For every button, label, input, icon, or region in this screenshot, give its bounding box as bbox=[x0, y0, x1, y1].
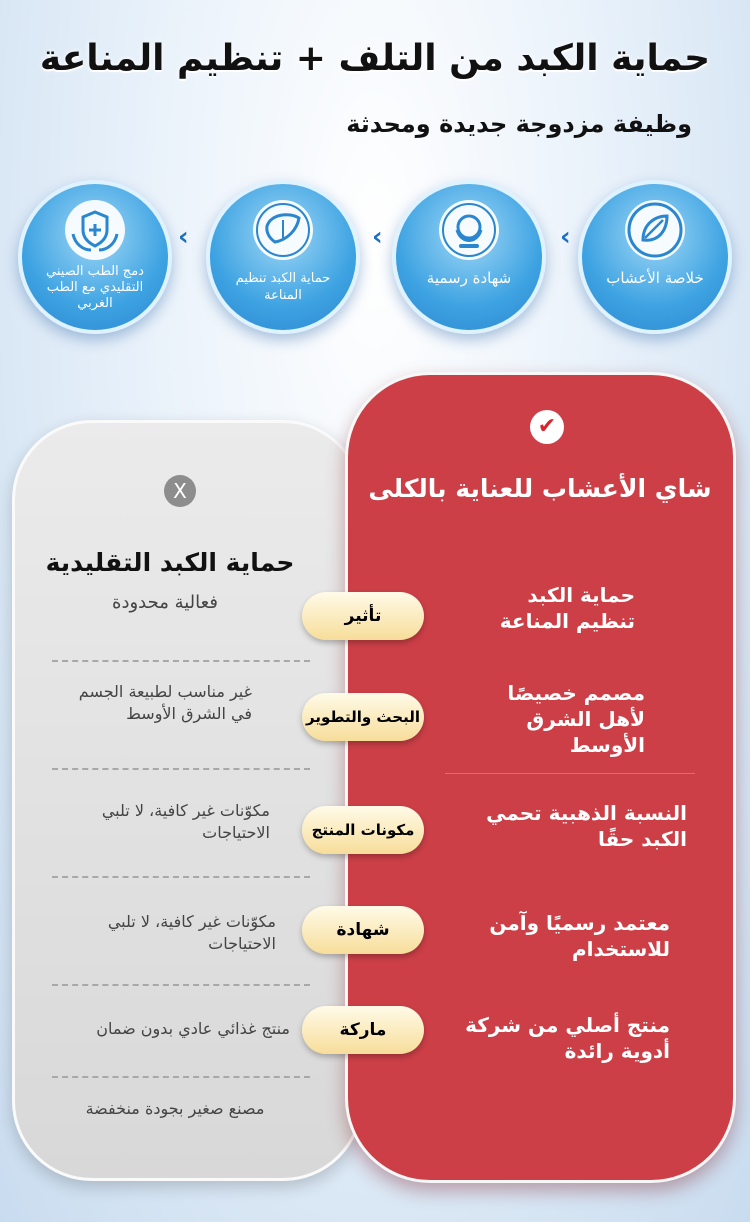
traditional-item: غير مناسب لطبيعة الجسم في الشرق الأوسط bbox=[78, 682, 252, 723]
chevron-left-icon: ‹ bbox=[560, 222, 571, 252]
traditional-item: مكوّنات غير كافية، لا تلبي الاحتياجات bbox=[101, 801, 270, 842]
traditional-item: مصنع صغير بجودة منخفضة bbox=[85, 1099, 265, 1118]
shield-hands-icon bbox=[65, 200, 125, 260]
product-card-title: شاي الأعشاب للعناية بالكلى bbox=[368, 474, 712, 503]
pill-ingredients: مكونات المنتج bbox=[302, 806, 424, 854]
step-tcm-western bbox=[18, 180, 172, 334]
divider bbox=[52, 660, 310, 662]
divider bbox=[52, 768, 310, 770]
product-item: مصمم خصيصًا لأهل الشرق الأوسط bbox=[507, 681, 645, 757]
step-label: حماية الكبد تنظيم المناعة bbox=[235, 271, 331, 303]
pill-certificate: شهادة bbox=[302, 906, 424, 954]
chevron-left-icon: ‹ bbox=[372, 222, 383, 252]
pill-effect: تأثير bbox=[302, 592, 424, 640]
pill-brand: ماركة bbox=[302, 1006, 424, 1054]
product-item: النسبة الذهبية تحمي الكبد حقًا bbox=[486, 801, 687, 851]
traditional-card-title: حماية الكبد التقليدية bbox=[45, 548, 295, 577]
traditional-item: فعالية محدودة bbox=[112, 592, 218, 613]
step-herbal-extract bbox=[578, 180, 732, 334]
x-icon: X bbox=[164, 475, 196, 507]
divider bbox=[52, 876, 310, 878]
chevron-left-icon: ‹ bbox=[178, 222, 189, 252]
liver-icon bbox=[253, 200, 313, 260]
divider bbox=[52, 1076, 310, 1078]
step-official-certificate bbox=[392, 180, 546, 334]
divider bbox=[445, 773, 695, 774]
step-label: دمج الطب الصيني التقليدي مع الطب الغربي bbox=[46, 264, 144, 311]
page-subtitle: وظيفة مزدوجة جديدة ومحدثة bbox=[346, 110, 692, 138]
seal-icon bbox=[439, 200, 499, 260]
leaf-icon bbox=[625, 200, 685, 260]
product-item: حماية الكبد تنظيم المناعة bbox=[499, 583, 635, 633]
step-liver-immunity bbox=[206, 180, 360, 334]
product-item: منتج أصلي من شركة أدوية رائدة bbox=[465, 1013, 670, 1063]
page-title: حماية الكبد من التلف + تنظيم المناعة bbox=[39, 38, 711, 79]
step-label: شهادة رسمية bbox=[426, 269, 512, 287]
traditional-item: منتج غذائي عادي بدون ضمان bbox=[96, 1019, 290, 1038]
product-item: معتمد رسميًا وآمن للاستخدام bbox=[489, 911, 670, 961]
traditional-item: مكوّنات غير كافية، لا تلبي الاحتياجات bbox=[107, 912, 276, 953]
check-icon: ✔ bbox=[530, 410, 564, 444]
divider bbox=[52, 984, 310, 986]
pill-research: البحث والتطوير bbox=[302, 693, 424, 741]
step-label: خلاصة الأعشاب bbox=[606, 269, 704, 287]
